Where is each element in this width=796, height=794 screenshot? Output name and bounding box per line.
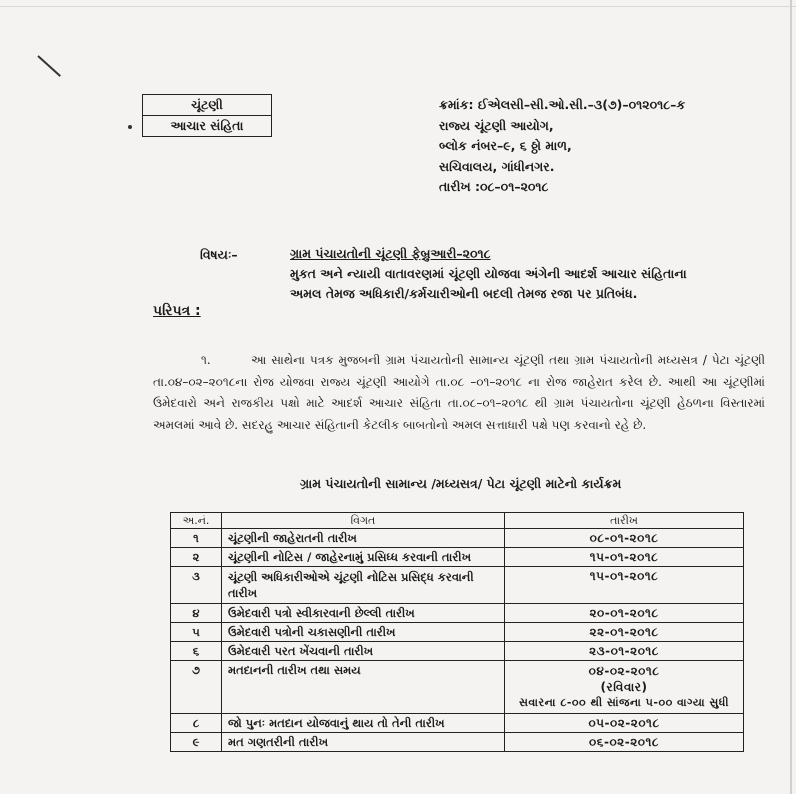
row-date: ૨૩-૦૧-૨૦૧૮ <box>505 642 744 661</box>
table-header-row <box>171 513 744 529</box>
table-row <box>171 733 744 752</box>
row-description: મતદાનની તારીખ તથા સમય <box>222 661 505 714</box>
row-description: ચૂંટણીની નોટિસ / જાહેરનામું પ્રસિધ્ધ કરવાની તારીખ <box>222 548 505 567</box>
pen-mark <box>37 55 61 77</box>
subject-line-1: ગ્રામ પંચાયતોની ચૂંટણી ફેબ્રુઆરી–૨૦૧૮ <box>290 246 491 261</box>
subject-label: વિષયઃ– <box>200 247 238 262</box>
table-row <box>171 661 744 714</box>
election-schedule-table <box>170 512 744 752</box>
subject-block <box>290 244 765 304</box>
table-row <box>171 567 744 604</box>
letter-date: તારીખ :૦૮–૦૧–૨૦૧૮ <box>439 179 549 194</box>
row-serial: ૮ <box>171 714 222 733</box>
table-row <box>171 604 744 623</box>
row-date-weekday: (રવિવાર) <box>600 680 648 694</box>
row-description: ઉમેદવારી પત્રોની ચકાસણીની તારીખ <box>222 623 505 642</box>
row-date: ૧૫-૦૧-૨૦૧૮ <box>505 548 744 567</box>
table-row <box>171 714 744 733</box>
row-serial: ૨ <box>171 548 222 567</box>
row-serial: ૫ <box>171 623 222 642</box>
subject-line-3: અમલ તેમજ અધિકારી/કર્મચારીઓની બદલી તેમજ રજા પર પ્રતિબંધ. <box>290 286 638 301</box>
header-details: વિગત <box>222 513 505 529</box>
row-description: ઉમેદવારી પત્રો સ્વીકારવાની છેલ્લી તારીખ <box>222 604 505 623</box>
row-description: મત ગણતરીની તારીખ <box>222 733 505 752</box>
circular-paragraph <box>153 350 765 436</box>
row-description: ઉમેદવારી પરત ખેંચવાની તારીખ <box>222 642 505 661</box>
sender-address-block <box>439 95 685 198</box>
paragraph-text: આ સાથેના પત્રક મુજબની ગ્રામ પંચાયતોની સામાન્ય ચૂંટણી તથા ગ્રામ પંચાયતોની મધ્યસત્ર / પેટા ચૂંટણી તા.૦૪–૦૨–૨૦૧૮ના રોજ યોજવા રાજ્ય ચૂંટણી આયોગે તા.૦૮ –૦૧–૨૦૧૮ ના રોજ જાહેરાત કરેલ છે. આથી આ ચૂંટણીમાં ઉમેદવારો અને રાજકીય પક્ષો માટે આદર્શ આચાર સંહિતા તા.૦૮–૦૧–૨૦૧૮ થી ગ્રામ પંચાયતોના ચૂંટણી હેઠળના વિસ્તારમાં અમલમાં આવે છે. સદરહુ આચાર સંહિતાની કેટલીક બાબતોનો અમલ સત્તાધારી પક્ષે પણ કરવાનો રહે છે. <box>153 353 765 432</box>
table-row <box>171 548 744 567</box>
row-date: ૨૨-૦૧-૨૦૧૮ <box>505 623 744 642</box>
row-date: ૦૮-૦૧-૨૦૧૮ <box>505 529 744 548</box>
address-place: સચિવાલય, ગાંધીનગર. <box>439 158 555 174</box>
row-date: ૦૪-૦૨-૨૦૧૮ <box>588 664 660 678</box>
scan-right-edge <box>790 0 792 794</box>
row-serial: ૭ <box>171 661 222 714</box>
schedule-table-title: ગ્રામ પંચાયતોની સામાન્ય /મધ્યસત્ર/ પેટા ચૂંટણી માટેનો કાર્યક્રમ <box>300 476 622 491</box>
tag-line-code-of-conduct: આચાર સંહિતા <box>143 115 271 136</box>
row-description: ચૂંટણીની જાહેરાતની તારીખ <box>222 529 505 548</box>
row-description: જો પુનઃ મતદાન યોજવાનું થાય તો તેની તારીખ <box>222 714 505 733</box>
row-description: ચૂંટણી અધિકારીઓએ ચૂંટણી નોટિસ પ્રસિદ્ધ કરવાની તારીખ <box>222 567 505 604</box>
table-row <box>171 642 744 661</box>
election-code-tag-box <box>142 94 272 137</box>
header-serial-no: અ.નં. <box>171 513 222 529</box>
row-serial: ૩ <box>171 567 222 604</box>
row-date: ૨૦-૦૧-૨૦૧૮ <box>505 604 744 623</box>
scan-top-rule <box>0 6 796 7</box>
ink-dot <box>128 125 132 129</box>
organization-name: રાજ્ય ચૂંટણી આયોગ, <box>439 117 554 133</box>
reference-number: ક્રમાંક: ઈએલસી–સી.ઓ.સી.–૩(૭)–૦૧૨૦૧૮–ક <box>439 97 686 112</box>
row-date: ૧૫-૦૧-૨૦૧૮ <box>505 567 744 604</box>
address-block: બ્લોક નંબર–૯, ૬ ઠ્ઠો માળ, <box>439 138 572 153</box>
row-serial: ૧ <box>171 529 222 548</box>
row-serial: ૯ <box>171 733 222 752</box>
subject-line-2: મુકત અને ન્યાયી વાતાવરણમાં ચૂંટણી યોજવા અંગેની આદર્શ આચાર સંહિતાના <box>290 266 687 281</box>
paragraph-number: ૧. <box>201 353 211 367</box>
row-serial: ૬ <box>171 642 222 661</box>
circular-heading: પરિપત્ર : <box>153 303 201 319</box>
row-date: ૦૬-૦૨-૨૦૧૮ <box>505 733 744 752</box>
row-serial: ૪ <box>171 604 222 623</box>
table-row <box>171 529 744 548</box>
table-row <box>171 623 744 642</box>
row-date: ૦૫-૦૨-૨૦૧૮ <box>505 714 744 733</box>
header-date: તારીખ <box>505 513 744 529</box>
tag-line-election: ચૂંટણી <box>191 97 223 112</box>
row-date-cell <box>505 661 744 714</box>
row-date-time: સવારના ૮-૦૦ થી સાંજના ૫-૦૦ વાગ્યા સુધી <box>518 696 730 709</box>
